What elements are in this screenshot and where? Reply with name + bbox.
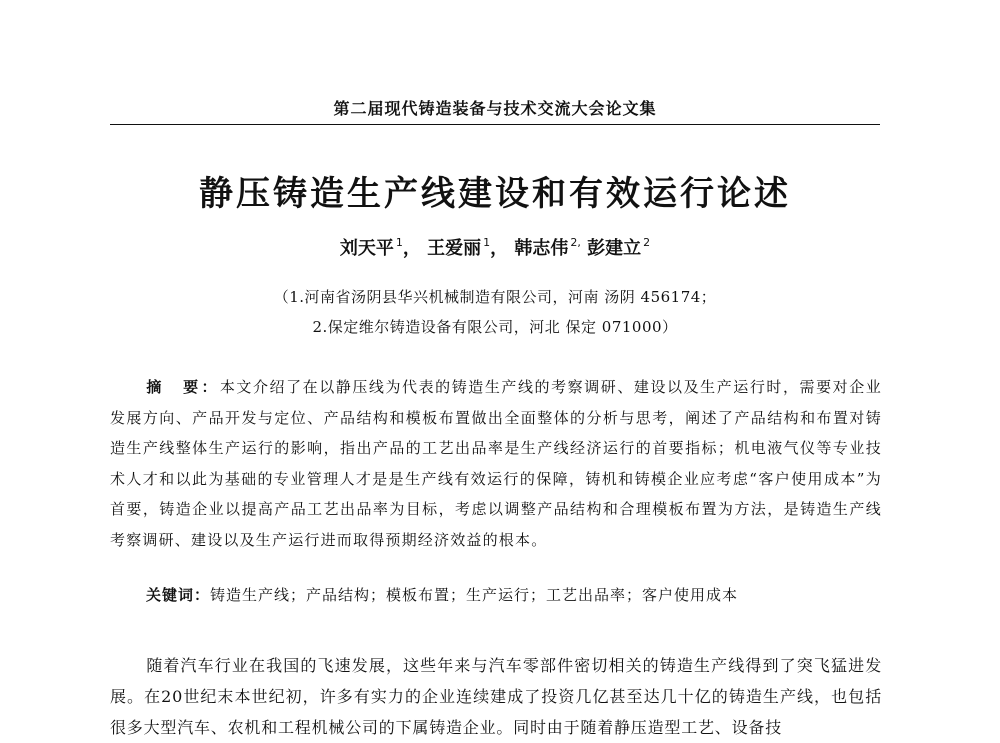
author-separator: ， [490,238,509,259]
affiliation-line-2: 2.保定维尔铸造设备有限公司，河北 保定 071000） [312,318,678,336]
abstract-label: 摘 要： [146,378,220,396]
author-affiliation-mark: 2, [570,236,581,249]
header-rule [110,124,880,125]
keywords [146,584,882,605]
author-name: 韩志伟 [514,238,569,259]
keywords-label: 关键词： [146,586,211,604]
paper-title: 静压铸造生产线建设和有效运行论述 [199,174,791,214]
keywords-text: 铸造生产线；产品结构；模板布置；生产运行；工艺出品率；客户使用成本 [210,586,739,604]
author-affiliation-mark: 1 [483,236,491,249]
author-affiliation-mark: 1 [395,236,403,249]
author-affiliation-mark: 2 [643,236,651,249]
body-paragraph [110,650,882,743]
proceedings-header: 第二届现代铸造装备与技术交流大会论文集 [333,99,657,118]
author-name: 刘天平 [339,238,394,259]
affiliation-line-1: （1.河南省汤阴县华兴机械制造有限公司，河南 汤阴 456174； [273,288,717,306]
author-name: 彭建立 [587,238,642,259]
abstract [110,372,882,555]
author-separator: ， [402,238,421,259]
author-name: 王爱丽 [427,238,482,259]
body-paragraph-text: 随着汽车行业在我国的飞速发展，这些年来与汽车零部件密切相关的铸造生产线得到了突飞猛进发展。在20世纪末本世纪初，许多有实力的企业连续建成了投资几亿甚至达几十亿的铸造生产线，也包括很多大型汽车、农机和工程机械公司的下属铸造企业。同时由于随着静压造型工艺、设备技 [110,656,882,737]
author-list [110,234,880,260]
abstract-text: 本文介绍了在以静压线为代表的铸造生产线的考察调研、建设以及生产运行时，需要对企业发展方向、产品开发与定位、产品结构和模板布置做出全面整体的分析与思考，阐述了产品结构和布置对铸造生产线整体生产运行的影响，指出产品的工艺出品率是生产线经济运行的首要指标；机电液气仪等专业技术人才和以此为基础的专业管理人才是是生产线有效运行的保障，铸机和铸模企业应考虑“客户使用成本”为首要，铸造企业以提高产品工艺出品率为目标，考虑以调整产品结构和合理模板布置为方法，是铸造生产线考察调研、建设以及生产运行进而取得预期经济效益的根本。 [110,378,882,549]
